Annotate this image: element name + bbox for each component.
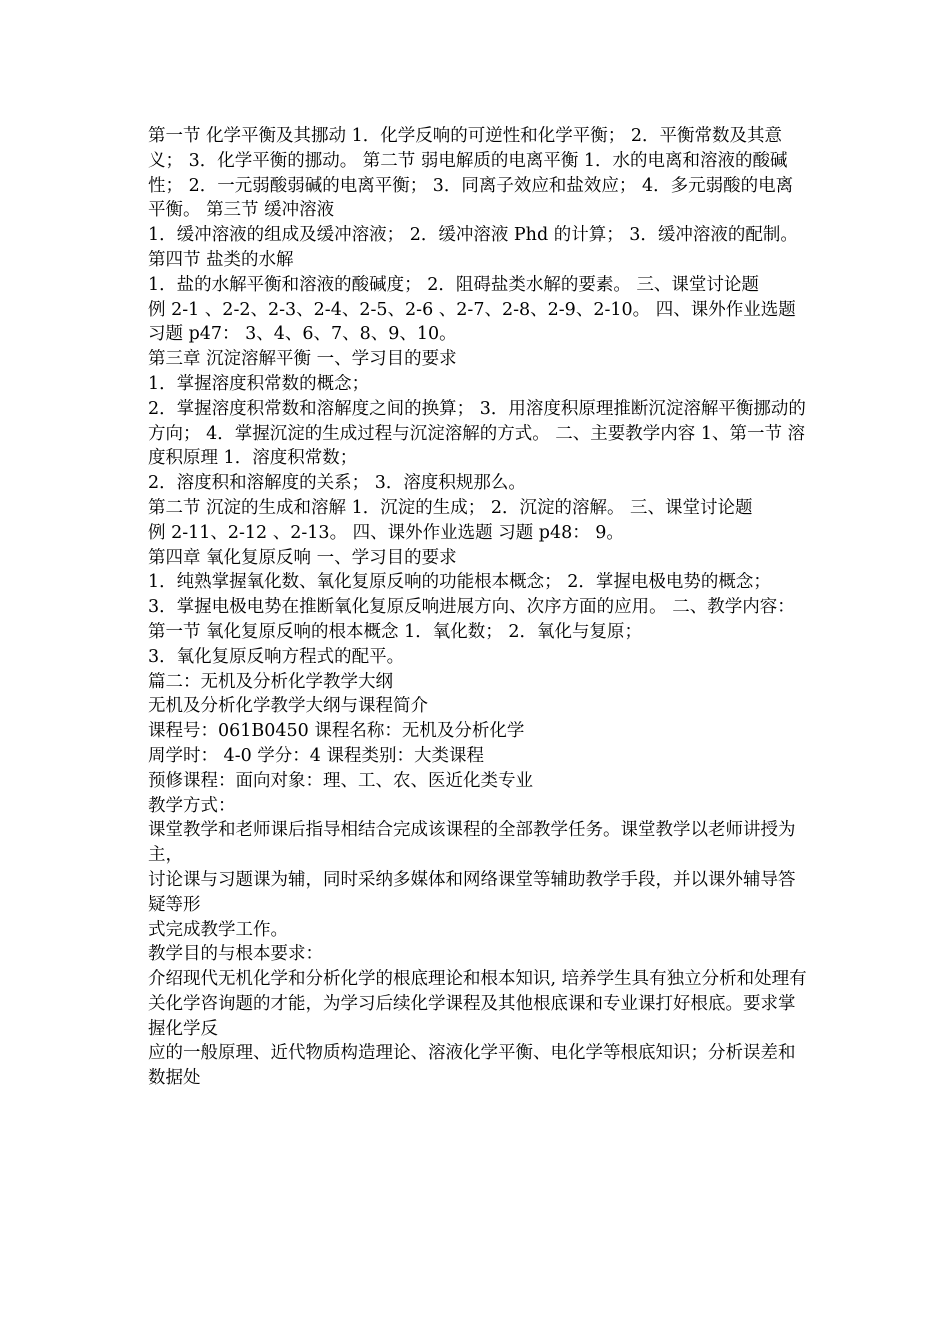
- chapter-heading: 第三章 沉淀溶解平衡 一、学习目的要求: [148, 349, 457, 370]
- course-info-line: 周学时： 4-0 学分：4 课程类别：大类课程: [148, 745, 485, 766]
- section-heading: 篇二：无机及分析化学教学大纲: [148, 671, 393, 692]
- paragraph: 1．缓冲溶液的组成及缓冲溶液； 2．缓冲溶液 Phd 的计算； 3．缓冲溶液的配制。 第四节 盐类的水解: [148, 225, 798, 270]
- course-info-line: 课程号：061B0450 课程名称：无机及分析化学: [148, 721, 525, 742]
- paragraph: 1．掌握溶度积常数的概念；: [148, 373, 370, 394]
- paragraph: 关化学咨询题的才能，为学习后续化学课程及其他根底课和专业课打好根底。要求掌握化学反: [148, 993, 796, 1039]
- paragraph: 教学方式：: [148, 795, 236, 816]
- paragraph: 式完成教学工作。: [148, 919, 288, 940]
- course-info-line: 预修课程：面向对象：理、工、农、医近化类专业: [148, 770, 533, 791]
- paragraph: 讨论课与习题课为辅，同时采纳多媒体和网络课堂等辅助教学手段，并以课外辅导答疑等形: [148, 869, 796, 915]
- paragraph: 2．溶度积和溶解度的关系； 3．溶度积规那么。: [148, 473, 526, 494]
- paragraph: 1．纯熟掌握氧化数、氧化复原反响的功能根本概念； 2．掌握电极电势的概念；: [148, 572, 771, 593]
- paragraph: 介绍现代无机化学和分析化学的根底理论和根本知识, 培养学生具有独立分析和处理有: [148, 969, 807, 990]
- paragraph: 第一节 氧化复原反响的根本概念 1．氧化数； 2．氧化与复原；: [148, 621, 642, 642]
- section-title: 无机及分析化学教学大纲与课程简介: [148, 696, 428, 717]
- paragraph: 第二节 沉淀的生成和溶解 1．沉淀的生成； 2．沉淀的溶解。 三、课堂讨论题: [148, 497, 753, 518]
- paragraph: 第一节 化学平衡及其挪动 1．化学反响的可逆性和化学平衡； 2．平衡常数及其意义； 3．化学平衡的挪动。 第二节 弱电解质的电离平衡 1．水的电离和溶液的酸碱性； 2．一元弱酸弱碱的电离平衡； 3．同离子效应和盐效应； 4．多元弱酸的电离平衡。 第三节 缓冲溶液: [148, 126, 794, 221]
- paragraph: 例 2-1 、2-2、2-3、2-4、2-5、2-6 、2-7、2-8、2-9、2-10。 四、课外作业选题 习题 p47： 3、4、6、7、8、9、10。: [148, 299, 796, 345]
- chapter-heading: 第四章 氧化复原反响 一、学习目的要求: [148, 547, 457, 568]
- paragraph: 教学目的与根本要求：: [148, 944, 323, 965]
- paragraph: 课堂教学和老师课后指导相结合完成该课程的全部教学任务。课堂教学以老师讲授为主，: [148, 820, 796, 866]
- paragraph: 1．盐的水解平衡和溶液的酸碱度； 2．阻碍盐类水解的要素。 三、课堂讨论题: [148, 274, 759, 295]
- paragraph: 例 2-11、2-12 、2-13。 四、课外作业选题 习题 p48： 9。: [148, 522, 624, 543]
- paragraph: 3．掌握电极电势在推断氧化复原反响进展方向、次序方面的应用。 二、教学内容：: [148, 597, 795, 618]
- document-body: [148, 124, 808, 1091]
- paragraph: 3．氧化复原反响方程式的配平。: [148, 646, 405, 667]
- paragraph: 2．掌握溶度积常数和溶解度之间的换算； 3．用溶度积原理推断沉淀溶解平衡挪动的方向； 4．掌握沉淀的生成过程与沉淀溶解的方式。 二、主要教学内容 1、第一节 溶度积原理 1．溶度积常数；: [148, 398, 806, 469]
- paragraph: 应的一般原理、近代物质构造理论、溶液化学平衡、电化学等根底知识；分析误差和数据处: [148, 1043, 796, 1089]
